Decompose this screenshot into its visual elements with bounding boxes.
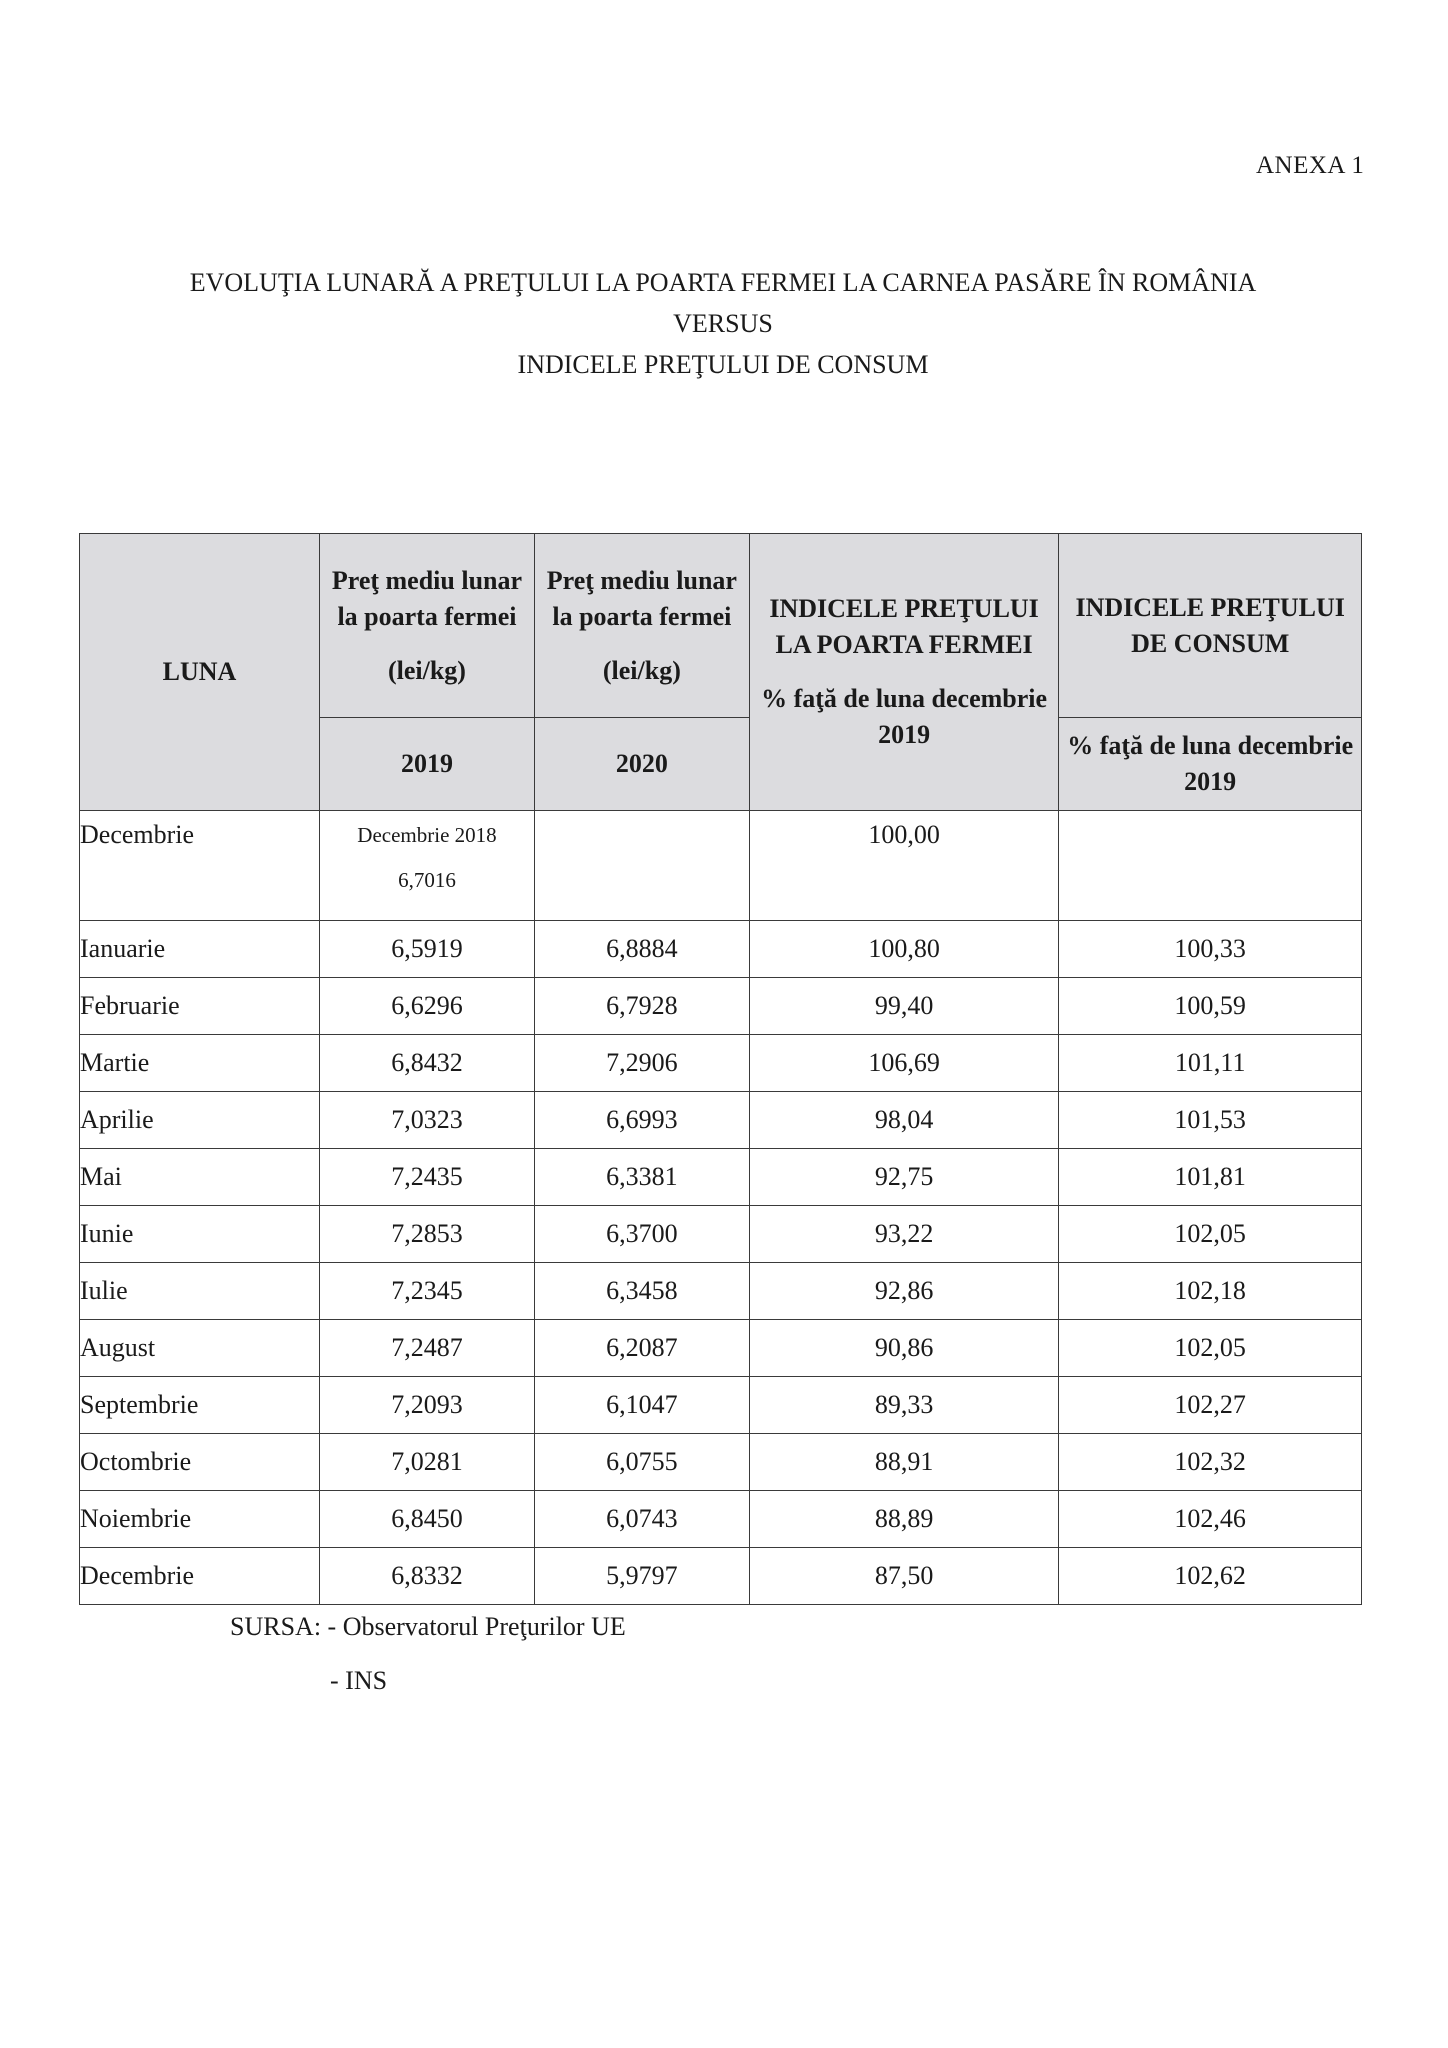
cell-ipc: 102,62 [1059, 1548, 1362, 1605]
table-row [80, 1092, 1362, 1149]
table-row [80, 1206, 1362, 1263]
cell-month: Noiembrie [80, 1491, 320, 1548]
cell-price-2019: 7,2853 [319, 1206, 534, 1263]
table-row [80, 1035, 1362, 1092]
header-luna: LUNA [80, 534, 320, 811]
cell-price-2019: 6,8450 [319, 1491, 534, 1548]
header-price-2020-unit: (lei/kg) [602, 655, 681, 685]
cell-month: Ianuarie [80, 921, 320, 978]
cell-price-2019: 7,0281 [319, 1434, 534, 1491]
cell-month: Decembrie [80, 811, 320, 921]
cell-ipf: 87,50 [749, 1548, 1059, 1605]
annex-label: ANEXA 1 [1256, 152, 1365, 179]
cell-ipc: 102,18 [1059, 1263, 1362, 1320]
cell-price-2020: 6,1047 [534, 1377, 749, 1434]
cell-price-2020: 6,2087 [534, 1320, 749, 1377]
cell-ipc-empty [1059, 811, 1362, 921]
cell-price-2019: 6,6296 [319, 978, 534, 1035]
cell-december-2018-label: Decembrie 2018 [357, 823, 497, 847]
cell-price-2020: 6,0743 [534, 1491, 749, 1548]
cell-month: Iunie [80, 1206, 320, 1263]
cell-price-2019: 7,2345 [319, 1263, 534, 1320]
cell-month: August [80, 1320, 320, 1377]
table-row [80, 1149, 1362, 1206]
header-price-2019-label: Preţ mediu lunar la poarta fermei [331, 565, 523, 631]
cell-ipf: 88,91 [749, 1434, 1059, 1491]
title-line-2: VERSUS [673, 309, 773, 338]
cell-ipf: 88,89 [749, 1491, 1059, 1548]
cell-price-2018 [319, 811, 534, 921]
cell-ipc: 100,59 [1059, 978, 1362, 1035]
table-row [80, 1548, 1362, 1605]
cell-ipf: 89,33 [749, 1377, 1059, 1434]
cell-ipf: 90,86 [749, 1320, 1059, 1377]
cell-ipc: 101,53 [1059, 1092, 1362, 1149]
cell-month: Martie [80, 1035, 320, 1092]
table-body [80, 921, 1362, 1605]
cell-price-2020: 6,0755 [534, 1434, 749, 1491]
header-price-2020 [534, 534, 749, 718]
table-row [80, 1491, 1362, 1548]
cell-ipf: 98,04 [749, 1092, 1059, 1149]
title-line-3: INDICELE PREŢULUI DE CONSUM [517, 350, 929, 379]
cell-price-2020: 6,8884 [534, 921, 749, 978]
cell-month: Decembrie [80, 1548, 320, 1605]
cell-price-2019: 6,8332 [319, 1548, 534, 1605]
header-price-2019 [319, 534, 534, 718]
header-consumer-index: INDICELE PREŢULUI DE CONSUM [1059, 534, 1362, 718]
cell-ipf: 92,86 [749, 1263, 1059, 1320]
cell-price-2019: 6,5919 [319, 921, 534, 978]
cell-ipc: 102,46 [1059, 1491, 1362, 1548]
header-farm-gate-index-title: INDICELE PREŢULUI LA POARTA FERMEI [769, 594, 1039, 659]
cell-ipf: 106,69 [749, 1035, 1059, 1092]
header-price-2019-unit: (lei/kg) [387, 655, 466, 685]
cell-ipc: 102,27 [1059, 1377, 1362, 1434]
cell-price-2020: 6,3381 [534, 1149, 749, 1206]
source-line-1: SURSA: - Observatorul Preţurilor UE [230, 1612, 626, 1641]
header-year-2019: 2019 [319, 718, 534, 811]
header-farm-gate-index-sub: % faţă de luna decembrie 2019 [761, 684, 1048, 749]
title-line-1: EVOLUŢIA LUNARĂ A PREŢULUI LA POARTA FERMEI LA CARNEA PASĂRE ÎN ROMÂNIA [189, 268, 1257, 297]
table-row-december-2018 [80, 811, 1362, 921]
cell-ipf: 100,00 [749, 811, 1059, 921]
table-row [80, 978, 1362, 1035]
header-year-2020: 2020 [534, 718, 749, 811]
document-title [60, 262, 1386, 385]
table-row [80, 1263, 1362, 1320]
cell-price-2019: 7,2093 [319, 1377, 534, 1434]
cell-price-2020: 6,3700 [534, 1206, 749, 1263]
table-row [80, 921, 1362, 978]
cell-ipc: 102,05 [1059, 1320, 1362, 1377]
header-farm-gate-index [749, 534, 1059, 811]
cell-price-2019: 7,2435 [319, 1149, 534, 1206]
cell-ipc: 101,81 [1059, 1149, 1362, 1206]
cell-month: Februarie [80, 978, 320, 1035]
cell-price-2019: 7,0323 [319, 1092, 534, 1149]
cell-price-2020: 6,3458 [534, 1263, 749, 1320]
cell-price-2020: 5,9797 [534, 1548, 749, 1605]
cell-month: Aprilie [80, 1092, 320, 1149]
cell-ipc: 102,05 [1059, 1206, 1362, 1263]
price-table [79, 533, 1362, 1605]
header-price-2020-label: Preţ mediu lunar la poarta fermei [546, 565, 737, 631]
cell-price-2019: 7,2487 [319, 1320, 534, 1377]
cell-price-2020: 6,6993 [534, 1092, 749, 1149]
cell-december-2018-value: 6,7016 [398, 868, 456, 892]
table-row [80, 1320, 1362, 1377]
cell-price-2020-empty [534, 811, 749, 921]
cell-ipc: 100,33 [1059, 921, 1362, 978]
cell-price-2020: 6,7928 [534, 978, 749, 1035]
table-row [80, 1434, 1362, 1491]
cell-price-2019: 6,8432 [319, 1035, 534, 1092]
source-line-2: - INS [330, 1666, 388, 1695]
source-note [230, 1600, 626, 1708]
cell-ipc: 101,11 [1059, 1035, 1362, 1092]
cell-price-2020: 7,2906 [534, 1035, 749, 1092]
cell-ipf: 93,22 [749, 1206, 1059, 1263]
cell-month: Iulie [80, 1263, 320, 1320]
cell-month: Septembrie [80, 1377, 320, 1434]
cell-ipf: 99,40 [749, 978, 1059, 1035]
cell-month: Mai [80, 1149, 320, 1206]
table-row [80, 1377, 1362, 1434]
cell-ipc: 102,32 [1059, 1434, 1362, 1491]
cell-ipf: 100,80 [749, 921, 1059, 978]
cell-ipf: 92,75 [749, 1149, 1059, 1206]
cell-month: Octombrie [80, 1434, 320, 1491]
header-consumer-index-sub: % faţă de luna decembrie 2019 [1059, 718, 1362, 811]
